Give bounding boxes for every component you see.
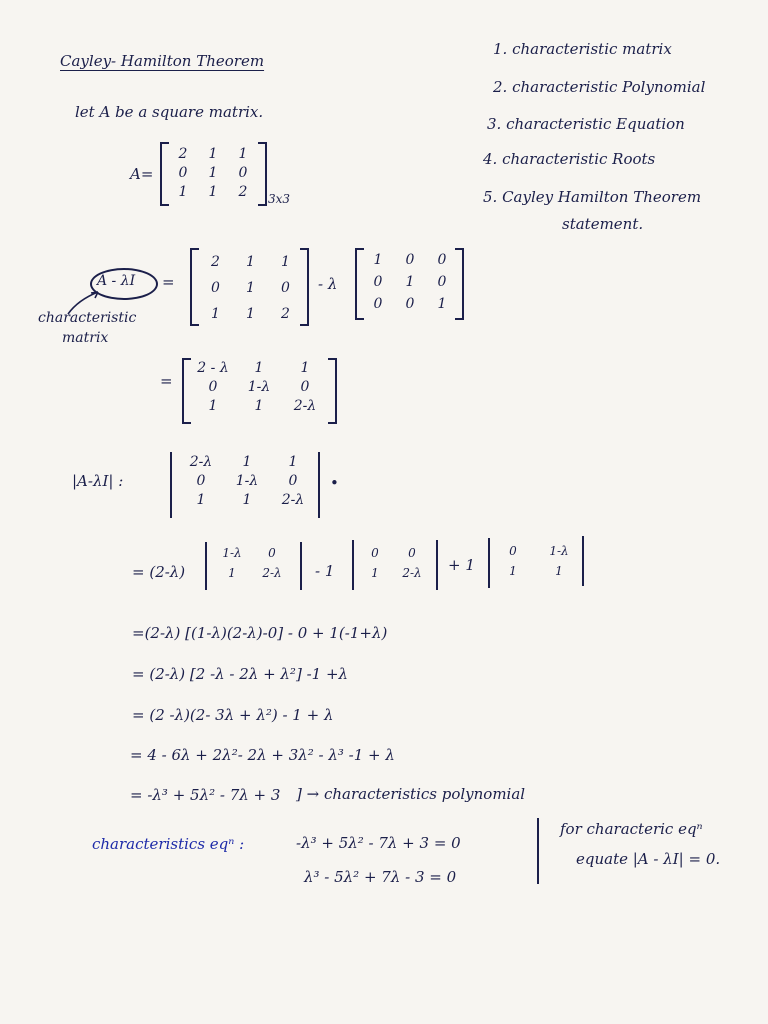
minus-lambda: - λ [318, 275, 338, 293]
bracket-right [328, 358, 337, 424]
topic-item: 4. characteristic Roots [483, 150, 656, 168]
matrix-cell: 2 [211, 254, 220, 270]
matrix-cell: 1 [208, 398, 218, 414]
matrix-cell: 0 [288, 473, 298, 489]
topic-item: 3. characteristic Equation [487, 115, 685, 133]
char-eq-line: -λ³ + 5λ² - 7λ + 3 = 0 [296, 834, 461, 852]
step-line: = 4 - 6λ + 2λ²- 2λ + 3λ² - λ³ -1 + λ [130, 746, 395, 764]
char-matrix-lhs: A - λI [97, 273, 136, 289]
equals-sign: = [162, 273, 175, 291]
matrix-cell: 1 [300, 360, 310, 376]
matrix-cell: 0 [405, 296, 415, 312]
matrix-cell: 0 [178, 165, 188, 181]
annotation-arrow [60, 288, 110, 318]
determinant-matrix [178, 454, 316, 508]
matrix-cell: 1 [555, 564, 563, 578]
det-bar-right [436, 540, 438, 590]
matrix-cell: 0 [211, 280, 220, 296]
matrix-cell: 1 [246, 306, 255, 322]
matrix-cell: 0 [405, 252, 415, 268]
matrix-cell: 2 - λ [197, 360, 229, 376]
polynomial-note: ] → characteristics polynomial [296, 785, 526, 803]
operator: - 1 [315, 562, 335, 580]
matrix-cell: 1 [242, 492, 252, 508]
matrix-cell: 1 [288, 454, 298, 470]
topic-item: 1. characteristic matrix [493, 40, 672, 58]
matrix-cell: 2-λ [189, 454, 213, 470]
matrix-cell: 1-λ [235, 473, 259, 489]
matrix-cell: 2 [238, 184, 248, 200]
matrix-cell: 0 [373, 274, 383, 290]
matrix-cell: 0 [208, 379, 218, 395]
matrix-cell: 0 [300, 379, 310, 395]
matrix-cell: 0 [238, 165, 248, 181]
matrix-cell: 1-λ [222, 546, 242, 560]
matrix-cell: 1 [246, 254, 255, 270]
det-bar-right [582, 536, 584, 586]
annotation-matrix: matrix [62, 330, 109, 346]
matrix-cell: 1 [228, 566, 236, 580]
minor-3 [495, 544, 587, 578]
matrix-cell: 0 [509, 544, 517, 558]
determinant-lhs: |A-λI| : [72, 472, 124, 490]
matrix-cell: 1 [371, 566, 379, 580]
topic-item: statement. [562, 215, 644, 233]
step-line: = (2-λ) [2 -λ - 2λ + λ²] -1 +λ [132, 665, 349, 683]
det-bar-right [300, 542, 302, 590]
matrix-cell: 1 [281, 254, 290, 270]
matrix-cell: 1 [208, 165, 218, 181]
det-bar-left [205, 542, 207, 590]
dot-mark: • [330, 474, 339, 492]
expansion-prefix: = (2-λ) [132, 563, 186, 581]
page-title: Cayley- Hamilton Theorem [60, 52, 265, 70]
minor-1 [212, 546, 292, 580]
identity-matrix [362, 252, 458, 312]
det-bar-left [488, 538, 490, 588]
matrix-order: 3x3 [268, 192, 291, 206]
char-eq-line: λ³ - 5λ² + 7λ - 3 = 0 [304, 868, 457, 886]
matrix-cell: 1 [246, 280, 255, 296]
matrix-cell: 2-λ [293, 398, 317, 414]
topic-item: 2. characteristic Polynomial [493, 78, 706, 96]
minor-2 [358, 546, 432, 580]
side-note: for characteric eqⁿ [560, 820, 703, 838]
matrix-cell: 0 [373, 296, 383, 312]
equals-sign: = [160, 372, 173, 390]
matrix-a-label: A= [130, 165, 154, 183]
step-line: = (2 -λ)(2- 3λ + λ²) - 1 + λ [132, 706, 334, 724]
matrix-a-body [168, 146, 258, 200]
operator: + 1 [448, 556, 475, 574]
matrix-cell: 1-λ [247, 379, 271, 395]
matrix-cell: 2-λ [281, 492, 305, 508]
bracket-right [455, 248, 464, 320]
divider-line [537, 818, 539, 884]
matrix-cell: 1 [178, 184, 188, 200]
matrix-cell: 1 [509, 564, 517, 578]
matrix-cell: 1 [238, 146, 248, 162]
bracket-right [300, 248, 309, 326]
matrix-cell: 1 [373, 252, 383, 268]
det-bar-left [170, 452, 172, 518]
step-line: =(2-λ) [(1-λ)(2-λ)-0] - 0 + 1(-1+λ) [132, 624, 388, 642]
det-bar-left [352, 540, 354, 590]
det-bar-right [318, 452, 320, 518]
intro-text: let A be a square matrix. [75, 103, 264, 121]
matrix-cell: 0 [371, 546, 379, 560]
matrix-cell: 1 [211, 306, 220, 322]
bracket-right [258, 142, 267, 206]
side-note: equate |A - λI| = 0. [576, 850, 721, 868]
matrix-cell: 1 [208, 184, 218, 200]
matrix-cell: 1-λ [549, 544, 569, 558]
matrix-cell: 2-λ [262, 566, 282, 580]
matrix-cell: 0 [281, 280, 290, 296]
matrix-cell: 0 [437, 274, 447, 290]
matrix-cell: 1 [437, 296, 447, 312]
matrix-cell: 2 [281, 306, 290, 322]
matrix-a-repeat [198, 254, 303, 322]
topic-item: 5. Cayley Hamilton Theorem [483, 188, 702, 206]
char-matrix-result [190, 360, 328, 414]
matrix-cell: 2 [178, 146, 188, 162]
matrix-cell: 0 [196, 473, 206, 489]
matrix-cell: 1 [196, 492, 206, 508]
annotation-characteristic: characteristic [38, 310, 137, 326]
char-eq-label: characteristics eqⁿ : [92, 835, 245, 853]
step-line: = -λ³ + 5λ² - 7λ + 3 [130, 786, 281, 804]
matrix-cell: 2-λ [402, 566, 422, 580]
matrix-cell: 1 [242, 454, 252, 470]
matrix-cell: 1 [405, 274, 415, 290]
matrix-cell: 1 [254, 360, 264, 376]
matrix-cell: 0 [437, 252, 447, 268]
matrix-cell: 0 [268, 546, 276, 560]
matrix-cell: 1 [254, 398, 264, 414]
matrix-cell: 0 [408, 546, 416, 560]
matrix-cell: 1 [208, 146, 218, 162]
